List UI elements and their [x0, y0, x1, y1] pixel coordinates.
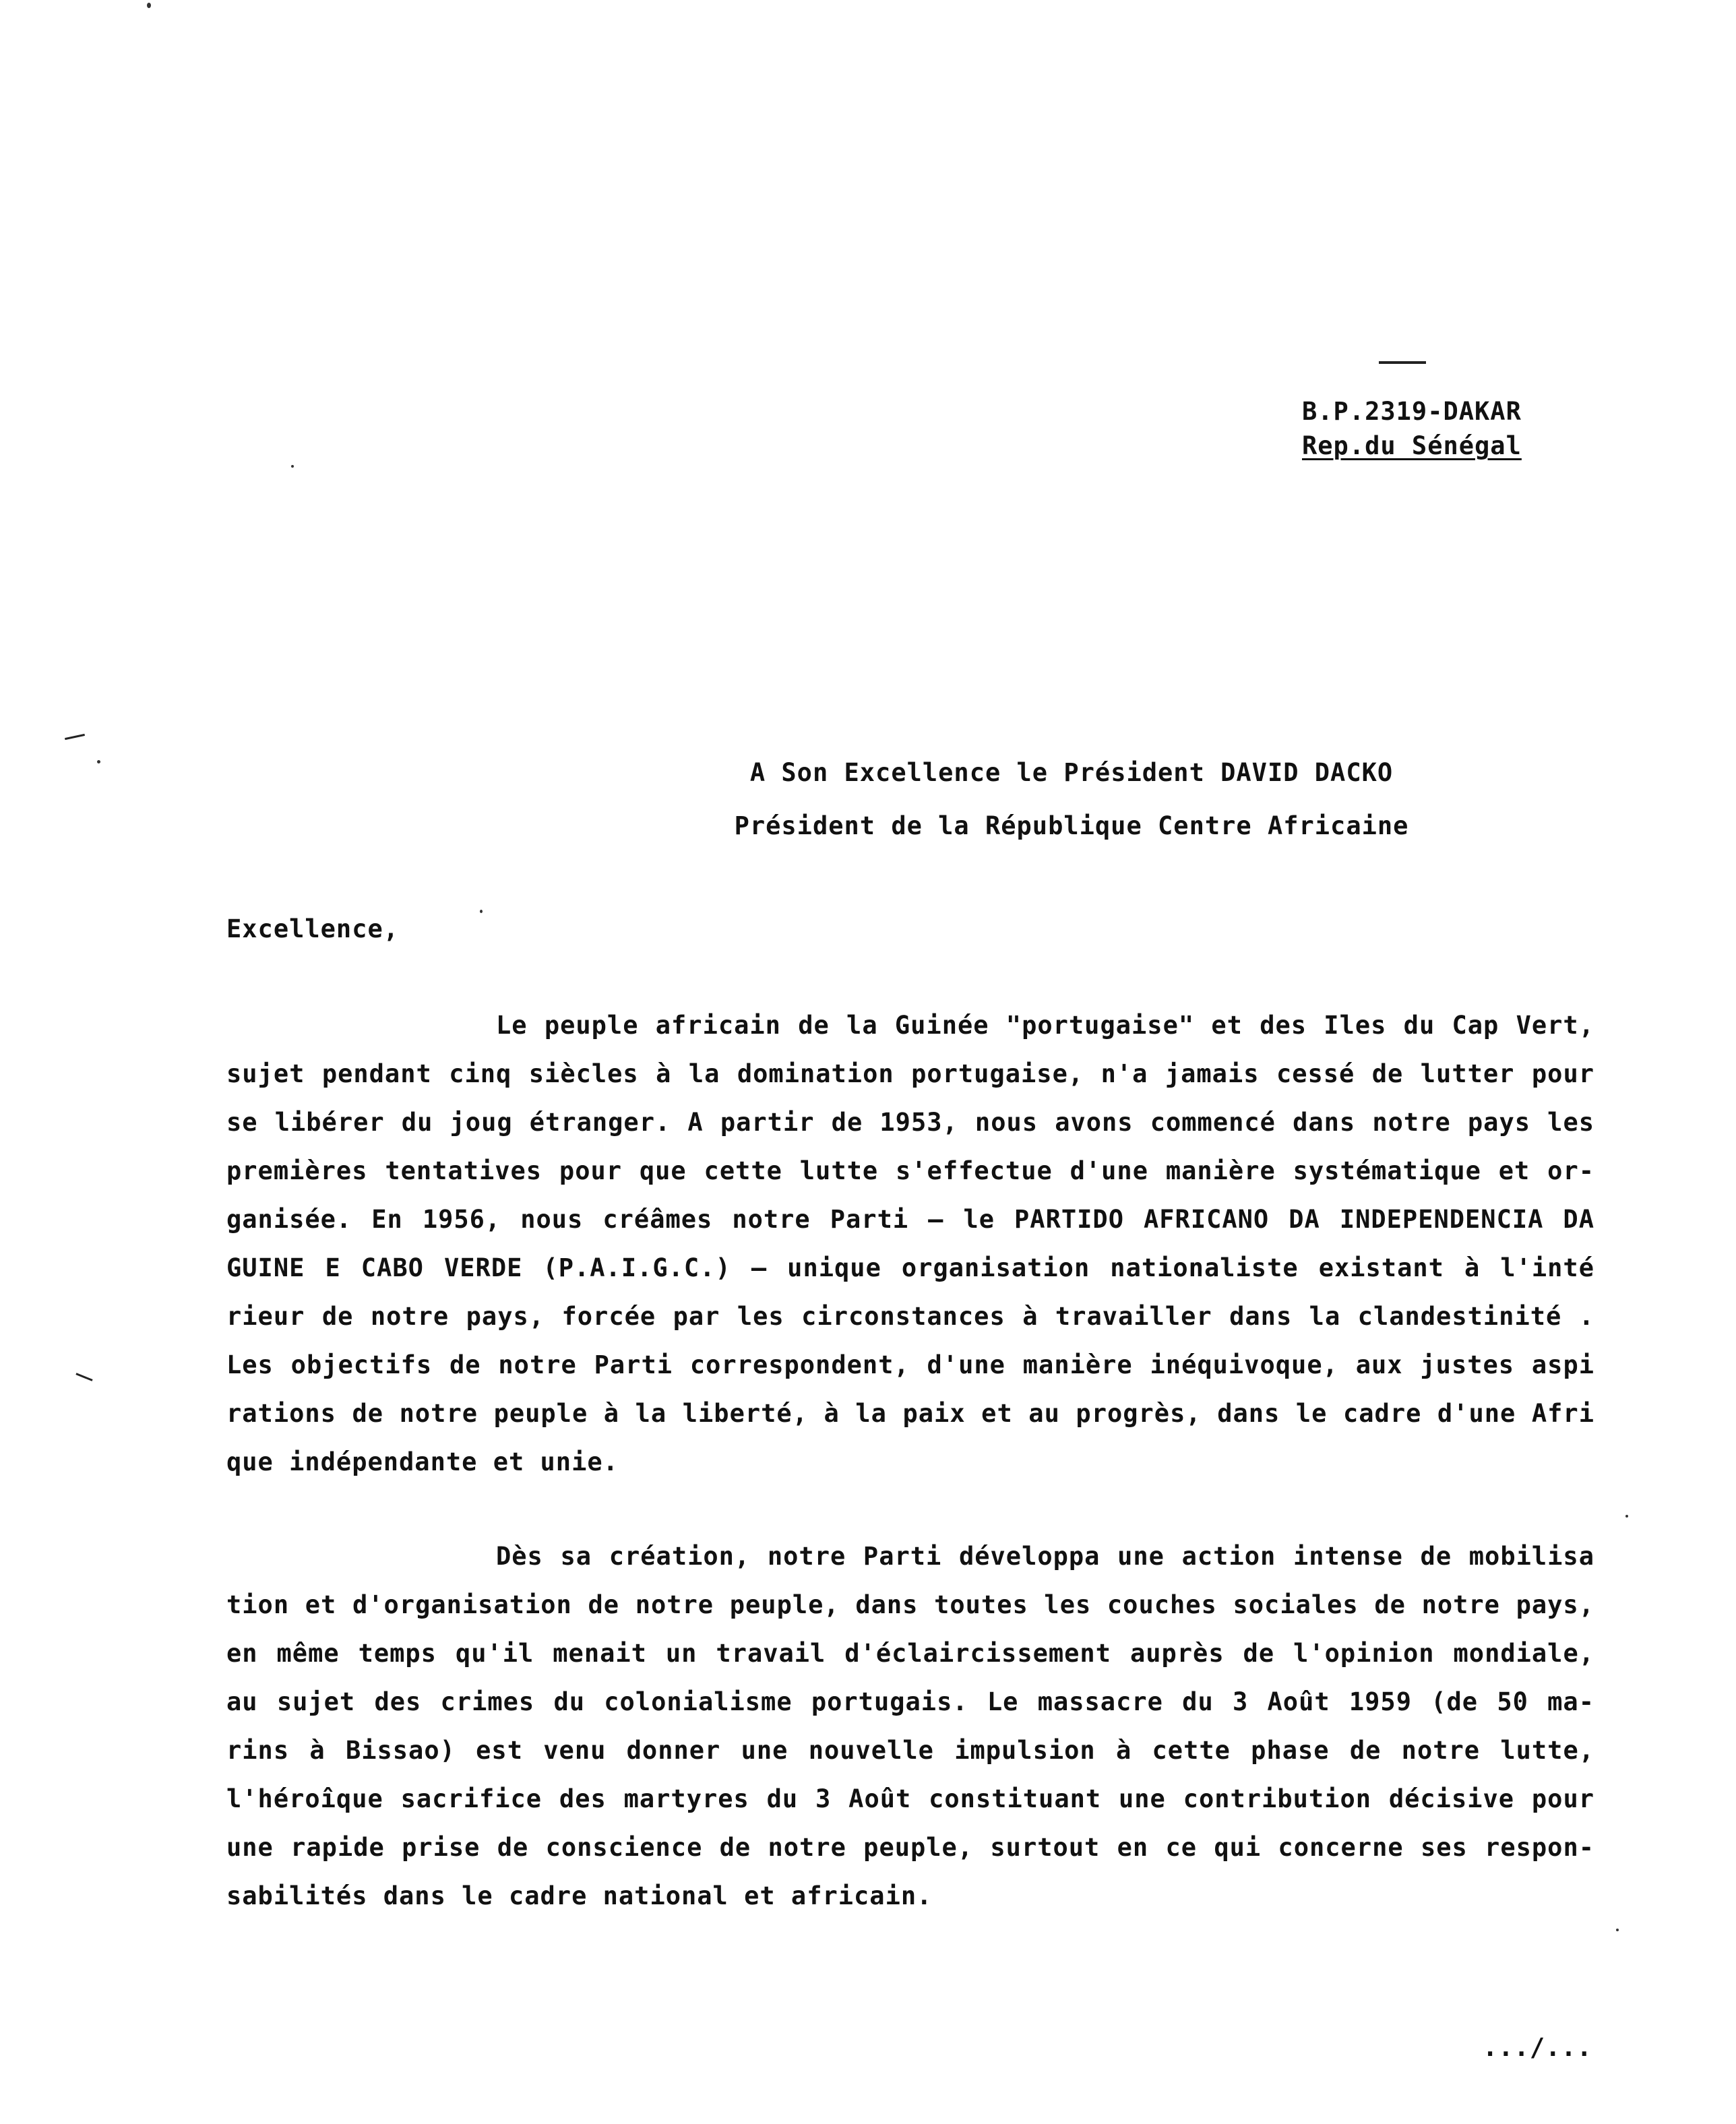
paragraph-line: GUINE E CABO VERDE (P.A.I.G.C.) – unique organisation nationaliste existant à l'inté — [226, 1253, 1594, 1282]
paragraph-line: se libérer du joug étranger. A partir de 1953, nous avons commencé dans notre pays les — [226, 1108, 1594, 1137]
paragraph-line: rations de notre peuple à la liberté, à la paix et au progrès, dans le cadre d'une Afri — [226, 1399, 1594, 1428]
scan-speck — [1625, 1515, 1628, 1518]
paragraph-line: l'héroîque sacrifice des martyres du 3 Août constituant une contribution décisive pour — [226, 1784, 1594, 1813]
paragraph-line: Les objectifs de notre Parti correspondent, d'une manière inéquivoque, aux justes aspi — [226, 1350, 1594, 1379]
address-line-2: Rep.du Sénégal — [1302, 431, 1522, 460]
recipient-line-2: Président de la République Centre Africaine — [734, 811, 1409, 840]
paragraph-line: rins à Bissao) est venu donner une nouvelle impulsion à cette phase de notre lutte, — [226, 1736, 1594, 1765]
header-dash — [1379, 361, 1426, 364]
paragraph-line: ganisée. En 1956, nous créâmes notre Parti – le PARTIDO AFRICANO DA INDEPENDENCIA DA — [226, 1205, 1594, 1234]
paragraph-line: sabilités dans le cadre national et africain. — [226, 1881, 933, 1910]
recipient-line-1: A Son Excellence le Président DAVID DACKO — [749, 758, 1394, 787]
paragraph-2 — [226, 1542, 1594, 1930]
scan-speck — [147, 3, 151, 8]
scan-speck — [1616, 1929, 1619, 1931]
paragraph-line: au sujet des crimes du colonialisme portugais. Le massacre du 3 Août 1959 (de 50 ma- — [226, 1687, 1594, 1716]
paragraph-line: Dès sa création, notre Parti développa une action intense de mobilisa — [496, 1542, 1594, 1571]
scan-speck — [291, 465, 294, 468]
paragraph-line: premières tentatives pour que cette lutte s'effectue d'une manière systématique et or- — [226, 1156, 1594, 1185]
paragraph-line: rieur de notre pays, forcée par les circonstances à travailler dans la clandestinité . — [226, 1302, 1594, 1331]
paragraph-line: une rapide prise de conscience de notre peuple, surtout en ce qui concerne ses respon- — [226, 1833, 1594, 1862]
scan-speck — [480, 910, 483, 913]
paragraph-line: sujet pendant cinq siècles à la domination portugaise, n'a jamais cessé de lutter pour — [226, 1059, 1594, 1088]
scan-mark — [65, 734, 85, 740]
continuation-marker: .../... — [1483, 2033, 1592, 2062]
paragraph-line: en même temps qu'il menait un travail d'éclaircissement auprès de l'opinion mondiale, — [226, 1639, 1594, 1668]
scan-mark — [75, 1373, 92, 1381]
address-line-1: B.P.2319-DAKAR — [1302, 397, 1522, 426]
sender-address — [1302, 399, 1545, 468]
paragraph-line: tion et d'organisation de notre peuple, dans toutes les couches sociales de notre pays, — [226, 1590, 1594, 1619]
paragraph-1 — [226, 1011, 1594, 1496]
recipient-block — [694, 760, 1449, 867]
salutation: Excellence, — [226, 914, 400, 943]
scan-speck — [97, 760, 100, 763]
paragraph-line: Le peuple africain de la Guinée "portugaise" et des Iles du Cap Vert, — [496, 1011, 1594, 1040]
paragraph-line: que indépendante et unie. — [226, 1447, 619, 1476]
